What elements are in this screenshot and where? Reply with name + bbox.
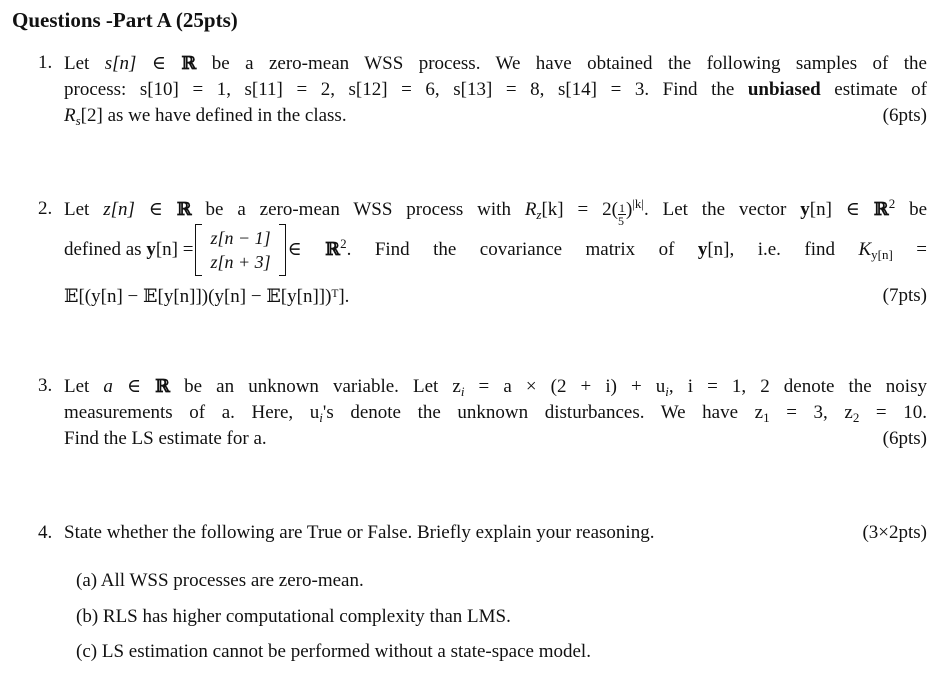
list-item: (a) All WSS processes are zero-mean. (76, 570, 364, 591)
question-3-line-2: measurements of a. Here, $u_i's$ denote the unknown disturbances. We have $z_1 = 3$, $z_2 = 10$. (64, 402, 928, 425)
question-2-line-1: Let z[n] ∈ ℝ be a zero-mean WSS process with $R_z[k] = 2$( $\frac{1}{5}$ )$^{|k|}$. Let the vector y[n] ∈ ℝ$^2$ be (64, 196, 927, 228)
question-2-line-2: defined as y[n] = z[n − 1] z[n + 3] ∈ ℝ$^2$. Find the covariance matrix of y[n], i.e. find $K_{y[n]}$ = (64, 225, 927, 275)
question-number: 1. (38, 52, 53, 73)
question-number: 4. (38, 522, 53, 543)
left-bracket (195, 224, 202, 276)
question-points: (6pts) (882, 105, 927, 126)
question-points: (6pts) (882, 428, 927, 449)
vector-matrix: z[n − 1] z[n + 3] (195, 224, 285, 276)
question-1-line-3: $R_s[2]$ as we have defined in the class. (64, 105, 347, 128)
fraction: $\frac{1}{5}$ (617, 200, 625, 228)
right-bracket (279, 224, 286, 276)
list-item: (c) LS estimation cannot be performed without a state-space model. (76, 641, 591, 662)
question-4-text: State whether the following are True or False. Briefly explain your reasoning. (64, 522, 655, 543)
question-number: 3. (38, 375, 53, 396)
question-3-line-3: Find the LS estimate for a. (64, 428, 267, 449)
question-1-line-1: Let s[n] ∈ ℝ be a zero-mean WSS process. We have obtained the following samples of the (64, 53, 927, 74)
section-title: Questions -Part A (25pts) (12, 8, 238, 32)
question-points: (7pts) (882, 285, 927, 306)
question-3-line-1: Let a ∈ ℝ be an unknown variable. Let $z_i = a \times (2 + i) + u_i$, i = 1, 2 denote the noisy (64, 376, 927, 399)
question-points: (3×2pts) (862, 522, 927, 543)
list-item: (b) RLS has higher computational complexity than LMS. (76, 606, 511, 627)
question-number: 2. (38, 198, 53, 219)
question-2-line-3: 𝔼[(y[n] − 𝔼[y[n]])(y[n] − 𝔼[y[n]])ᵀ]. (64, 286, 350, 307)
question-1-line-2: process: s[10] = 1, s[11] = 2, s[12] = 6, s[13] = 8, s[14] = 3. Find the unbiased estimate of (64, 79, 927, 100)
